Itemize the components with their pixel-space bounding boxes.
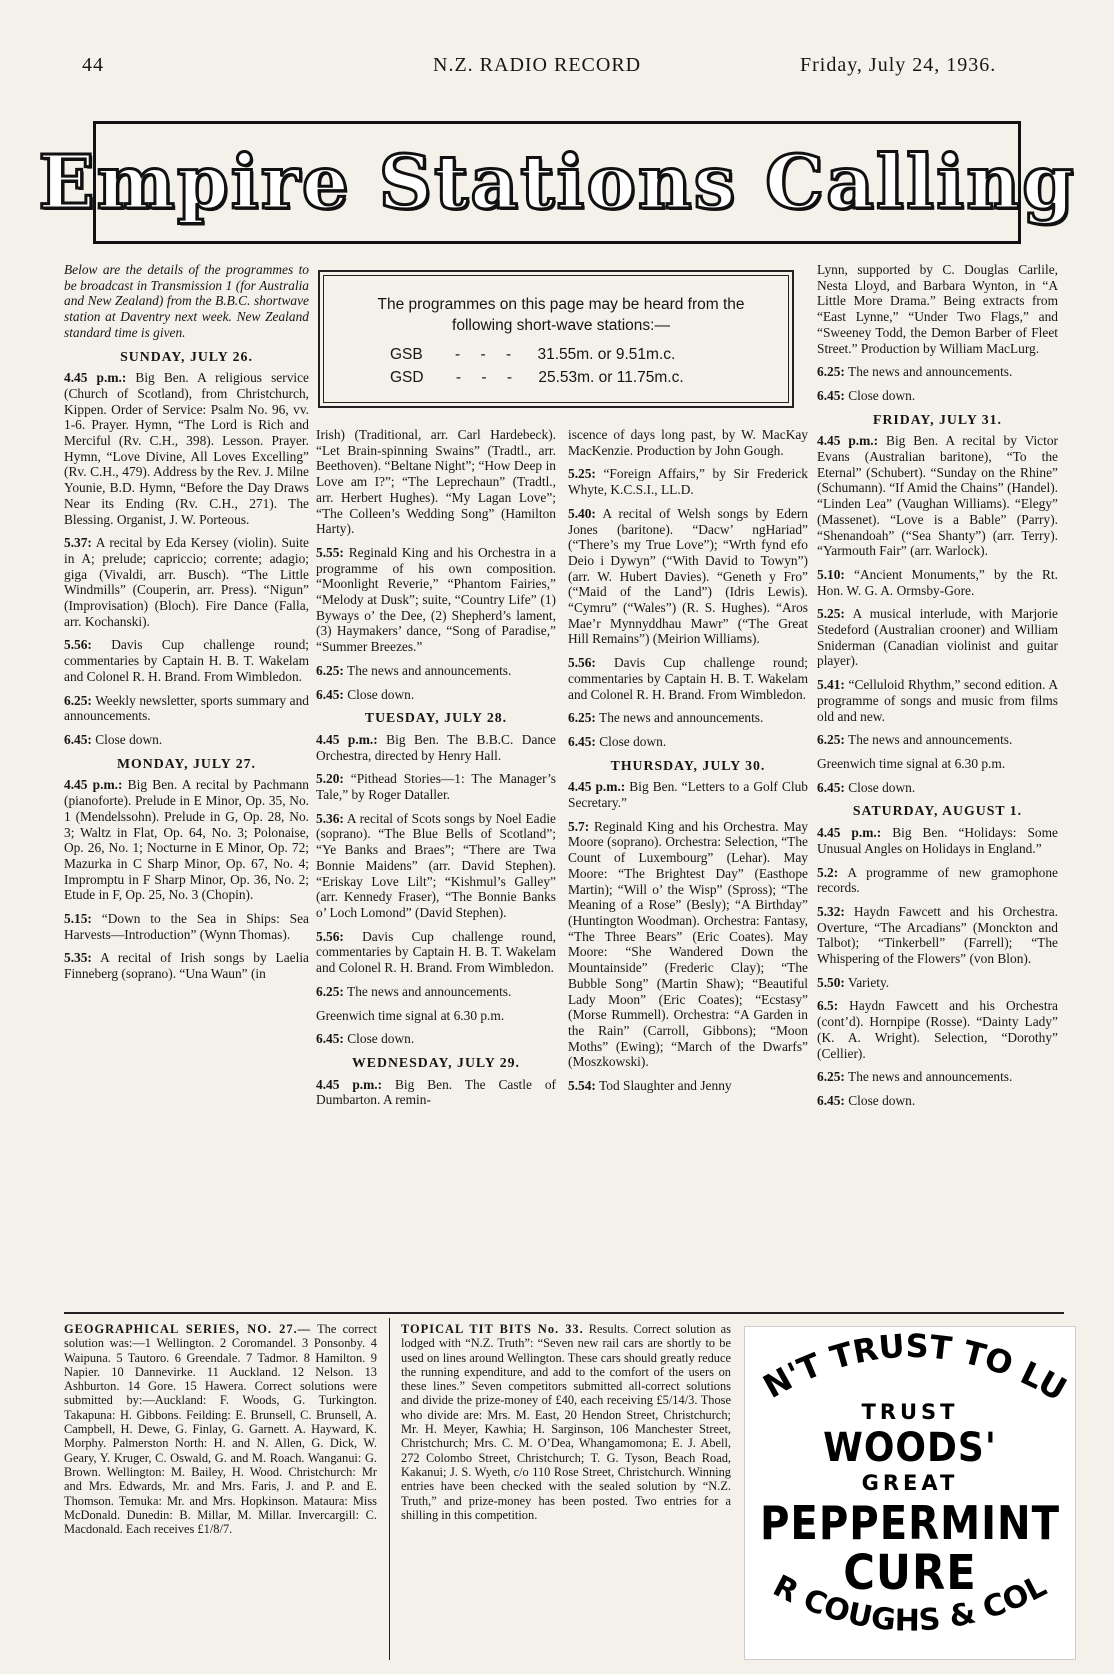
tit-text: Results. Correct solution as lodged with “N.Z. Truth”: “Seven new rail cars are shortly to be used on lines around Wellington. These cars should greatly reduce the running expenditure, and add to the comfort of the users on these lines.” Seven competitors submitted all-correct solutions and divide the prize-money of £40, each receiving £5/14/3. Those who divide are: Mrs. M. East, 20 Hendon Street, Christchurch; Mr. H. Meyer, Kawhia; H. Sarginson, 106 Manchester Street, Christchurch; Mrs. C. M. O’Dea, Whangamomona; E. J. Abell, 272 Colombo Street, Christchurch; T. G. Tyson, Beach Road, Kakanui; J. S. Wyeth, c/o 110 Rose Street, Christchurch. Winning entries have been checked with the sealed solution by “N.Z. Truth,” and prize-money has been posted. Two entries for a shilling in this competition. — [401, 1322, 731, 1522]
programme-text: Big Ben. A religious service (Church of Scotland), from Christchurch, Kippen. Order of Service: Psalm No. 96, vv. 1-6. Prayer. Hymn, “The Lord is Rich and Merciful (Rv. C.H., 398). Lesson. Prayer. Hymn, “Love Divine, All Loves Excelling” (Rv. C.H., 479). Address by the Rev. J. Milne Younie, B.D. Hymn, “Before the Day Draws Near its Ending (Rv. C.H., 271). The Blessing. Organist, J. W. Porteous. — [64, 370, 309, 527]
programme-item — [817, 388, 1058, 404]
day-heading-saturday: SATURDAY, AUGUST 1. — [852, 803, 1023, 819]
programme-time: 6.45: — [568, 733, 596, 749]
programme-time: 5.40: — [568, 505, 596, 521]
programme-text: A recital of Welsh songs by Edern Jones (baritone). “Dacw’ ngHariad” (“There’s my True Love”); “Wrth fynd efo Deio i Dywyn” (“With David to Towyn”) (arr. W. Hubert Davies). “Geneth y Fro” (“Maid of the Land”) (Idris Lewis). “Cymru” (“Wales”) (R. S. Hughes). “Aros Mae’r Mynnyddhau Mawr” (“The Great Hill Remains”) (Meirion Williams). — [568, 505, 808, 647]
programme-text: Close down. — [844, 779, 916, 795]
programme-item — [817, 825, 1058, 856]
programme-item — [568, 655, 808, 702]
programme-text: Davis Cup challenge round; commentaries by Captain H. B. T. Wakelam and Colonel R. H. Brand. From Wimbledon. — [568, 655, 808, 702]
column-1 — [64, 262, 309, 990]
programme-text: The news and announcements. — [844, 732, 1013, 748]
programme-time: 5.55: — [316, 544, 344, 560]
column-rule — [389, 1318, 390, 1660]
banner — [38, 121, 1076, 244]
programme-time: 4.45 p.m.: — [568, 779, 626, 795]
ad-line2: WOODS' — [823, 1425, 997, 1471]
programme-item — [817, 865, 1058, 896]
programme-text: Reginald King and his Orchestra in a programme of his own composition. “Moonlight Reverie,” “Phantom Fairies,” “Melody at Dusk”; suite, “Country Life” (1) Byways o’ the Dee, (2) Shepherd’s lament, (3) Haymakers’ dance, “Song of Paradise,” “Summer Breezes.” — [316, 544, 556, 655]
programme-item — [64, 732, 309, 748]
ad-line3: GREAT — [861, 1471, 959, 1495]
programme-time: 5.32: — [817, 903, 845, 919]
programme-text: A recital by Eda Kersey (violin). Suite in A; prelude; capriccio; corrente; adagio; giga (Vivaldi, arr. Busch). “The Little Windmills” (Couperin, arr. Press). “Nigun” (Improvisation) (Bloch). Fire Dance (Falla, arr. Kochanski). — [64, 535, 309, 629]
programme-text: Tod Slaughter and Jenny — [595, 1078, 732, 1094]
programme-text: iscence of days long past, by W. MacKay MacKenzie. Production by John Gough. — [568, 427, 808, 458]
programme-item — [316, 732, 556, 763]
column-3 — [568, 427, 808, 1102]
programme-item — [316, 1077, 556, 1108]
programme-item — [64, 950, 309, 981]
programme-text: Big Ben. “Holidays: Some Unusual Angles on Holidays in England.” — [817, 825, 1058, 856]
programme-text: Big Ben. A recital by Victor Evans (Australian baritone), “To the Eternal” (Schubert). “Sunday on the Rhine” (Schumann). “If Amid the Chains” (Handel). “Linden Lea” (Vaughan Williams). “Elegy” (Massenet). “Love is a Bable” (Parry). “Shenandoah” (“Sea Shanty”) (arr. Terry). “Yarmouth Fair” (arr. Warlock). — [817, 433, 1059, 559]
programme-item — [64, 777, 309, 903]
programme-time: 6.45: — [817, 779, 845, 795]
wednesday-listings-end — [817, 262, 1058, 404]
tuesday-listings — [316, 732, 556, 1047]
programme-item — [568, 427, 808, 458]
programme-time: 5.7: — [568, 818, 590, 834]
programme-time: 5.2: — [817, 864, 839, 880]
programme-text: Variety. — [844, 974, 890, 990]
programme-item — [568, 819, 808, 1070]
programme-item — [568, 466, 808, 497]
programme-text: Big Ben. The Castle of Dumbarton. A remin- — [316, 1076, 556, 1108]
programme-time: 5.15: — [64, 911, 92, 927]
programme-time: 5.20: — [316, 771, 344, 787]
programme-time: 6.45: — [64, 731, 92, 747]
programme-time: 6.25: — [568, 710, 596, 726]
programme-text: The news and announcements. — [343, 662, 512, 678]
programme-text: Close down. — [844, 387, 916, 403]
geo-text: The correct solution was:—1 Wellington. 2 Coromandel. 3 Ponsonby. 4 Waipuna. 5 Tautoro. 6 Greendale. 7 Tadmor. 8 Hamilton. 9 Napier. 10 Dannevirke. 11 Auckland. 12 Nelson. 13 Ashburton. 14 Gore. 15 Hawera. Correct solutions were submitted by:—Auckland: F. Woods, G. Turkington. Takapuna: H. Gibbons. Feilding: E. Brunsell, C. Brunsell, A. Campbell, H. Dewe, G. Finlay, G. Garnett. A. Hayward, K. Morphy. Palmerston North: H. and N. Allen, G. Dick, W. Geary, Y. Kruger, C. Oswald, G. and M. Roach. Wanganui: G. Brown. Wellington: M. Bailey, H. Wood. Christchurch: Mr and Mrs. Edwards, Mr. and Mrs. Faris, J. and P. and E. Thomson. Temuka: Mr. and Mrs. Hopkinson. Mataura: Miss McDonald. Dunedin: B. Millar, M. Millar. Invercargill: C. Macdonald. Each receives £1/8/7. — [64, 1322, 377, 1537]
programme-time: 4.45 p.m.: — [316, 1076, 383, 1092]
programme-text: Greenwich time signal at 6.30 p.m. — [316, 1007, 505, 1023]
programme-time: 4.45 p.m.: — [817, 825, 882, 841]
programme-item — [817, 1093, 1058, 1109]
programme-item — [568, 710, 808, 726]
programme-item — [316, 929, 556, 976]
ad-line1: TRUST — [861, 1400, 959, 1424]
programme-time: 6.25: — [64, 692, 92, 708]
programme-item — [64, 693, 309, 724]
programme-time: 4.45 p.m.: — [64, 370, 127, 386]
banner-title: Empire Stations Calling — [38, 139, 1076, 226]
programme-item — [817, 677, 1058, 724]
station-call: GSD — [390, 369, 424, 386]
programme-text: A recital of Scots songs by Noel Eadie (soprano). “The Blue Bells of Scotland”; “Ye Banks and Braes”; “There are Twa Bonnie Maidens” (arr. David Stephen). “Eriskay Love Lilt”; “Kishmul’s Galley” (arr. Kennedy Fraser), “The Bonnie Banks o’ Loch Lomond” (David Stephen). — [316, 810, 556, 920]
programme-time: 5.10: — [817, 566, 845, 582]
column-2 — [316, 427, 556, 1116]
publication-title: N.Z. RADIO RECORD — [433, 54, 642, 76]
programme-time: 5.50: — [817, 974, 845, 990]
programme-time: 6.45: — [316, 1031, 344, 1047]
programme-text: “Ancient Monuments,” by the Rt. Hon. W. G. A. Ormsby-Gore. — [817, 566, 1058, 598]
programme-item — [817, 998, 1058, 1061]
wednesday-listings — [316, 1077, 556, 1108]
day-heading-thursday: THURSDAY, JULY 30. — [610, 757, 766, 773]
ad-arc-bottom: R COUGHS & COL — [767, 1568, 1053, 1639]
programme-text: Davis Cup challenge round, commentaries by Captain H. B. T. Wakelam and Colonel R. H. Brand. From Wimbledon. — [316, 928, 556, 976]
programme-item — [316, 811, 556, 921]
programme-text: “Celluloid Rhythm,” second edition. A programme of songs and music from films old and new. — [817, 677, 1058, 724]
ad-graphic — [745, 1327, 1075, 1659]
station-call: GSB — [390, 346, 423, 363]
programme-item — [64, 370, 309, 527]
peppermint-cure-ad — [744, 1326, 1076, 1660]
stations-notice — [318, 270, 794, 408]
geo-title: GEOGRAPHICAL SERIES, NO. 27.— — [64, 1322, 312, 1336]
programme-item — [316, 663, 556, 679]
programme-time: 4.45 p.m.: — [64, 777, 123, 793]
programme-item — [817, 262, 1058, 356]
programme-text: Close down. — [343, 1031, 415, 1047]
programme-item — [568, 734, 808, 750]
programme-time: 6.25: — [316, 983, 344, 999]
programme-item — [64, 535, 309, 629]
programme-text: The news and announcements. — [343, 983, 512, 999]
programme-time: 6.25: — [817, 732, 845, 748]
programme-text: Irish) (Traditional, arr. Carl Hardebeck). “Let Brain-spinning Swains” (Tradtl., arr. Beethoven). “Beltane Night”; “How Deep in Love am I?”; “The Leprechaun” (Tradtl., arr. Herbert Hughes). “My Lagan Love”; “The Colleen’s Wedding Song” (Hamilton Harty). — [316, 427, 556, 537]
programme-text: Davis Cup challenge round; commentaries by Captain H. B. T. Wakelam and Colonel R. H. Brand. From Wimbledon. — [64, 637, 309, 684]
programme-item — [817, 364, 1058, 380]
column-4 — [817, 262, 1058, 1117]
programme-text: Close down. — [91, 731, 163, 747]
programme-time: 6.25: — [817, 364, 845, 380]
programme-time: 6.45: — [817, 387, 845, 403]
programme-time: 6.5: — [817, 998, 839, 1014]
tit-title: TOPICAL TIT BITS No. 33. — [401, 1322, 584, 1336]
programme-item — [817, 732, 1058, 748]
geographical-series — [64, 1322, 377, 1536]
programme-text: A recital of Irish songs by Laelia Finneberg (soprano). “Una Waun” (in — [64, 950, 309, 982]
programme-time: 6.25: — [316, 662, 344, 678]
day-heading-friday: FRIDAY, JULY 31. — [873, 411, 1002, 427]
ad-line4: PEPPERMINT — [760, 1496, 1060, 1550]
programme-text: Close down. — [343, 686, 415, 702]
friday-listings — [817, 433, 1058, 795]
programme-item — [316, 1031, 556, 1047]
station-wave: 25.53m. or 11.75m.c. — [538, 369, 684, 386]
programme-time: 5.41: — [817, 677, 845, 693]
programme-time: 5.35: — [64, 950, 92, 966]
station-gsd: GSD - - - 25.53m. or 11.75m.c. — [390, 369, 684, 386]
programme-text: Haydn Fawcett and his Orchestra. Overture, “The Arcadians” (Monckton and Talbot); “Tinkerbell” (Farrell); “The Whispering of the Flowers” (von Blon). — [817, 903, 1058, 967]
programme-text: A programme of new gramophone records. — [817, 864, 1058, 896]
programme-time: 5.56: — [568, 655, 596, 671]
programme-item — [817, 780, 1058, 796]
programme-item — [817, 567, 1058, 598]
programme-text: Big Ben. A recital by Pachmann (pianoforte). Prelude in E Minor, Op. 35, No. 1 (Mendelssohn). Prelude in G, Op. 28, No. 3; Waltz in Flat, Op. 64, No. 3; Polonaise, Op. 26, No. 1; Nocturne in E Minor, Op. 72; Mazurka in C Sharp Minor, Op. 67, No. 4; Impromptu in F Sharp Minor, Op. 36, No. 2; Etude in F, Op. 25, No. 3 (Chopin). — [64, 777, 309, 903]
programme-text: Weekly newsletter, sports summary and announcements. — [64, 692, 309, 724]
station-gsb: GSB - - - 31.55m. or 9.51m.c. — [390, 346, 676, 363]
wednesday-listings-cont — [568, 427, 808, 750]
programme-item — [316, 687, 556, 703]
programme-text: Close down. — [595, 733, 667, 749]
programme-time: 4.45 p.m.: — [316, 731, 378, 747]
saturday-listings — [817, 825, 1058, 1109]
programme-item — [568, 779, 808, 810]
day-heading-tuesday: TUESDAY, JULY 28. — [364, 710, 508, 726]
programme-text: The news and announcements. — [844, 1069, 1013, 1085]
programme-text: Reginald King and his Orchestra. May Moore (soprano). Orchestra: Selection, “The Count of Luxembourg” (Lehar). May Moore: “The Brightest Day” (Easthope Martin); “Will o’ the Wisp” (Spross); “The Meaning of a Rose” (Besly); “A Birthday” (Huntington Woodman). Orchestra: Fantasy, “The Three Bears” (Eric Coates). May Moore: “She Wandered Down the Mountainside” (Frederic Clay); “The Bubble Song” (Martin Shaw); “Beautiful Lady Moon” (Eric Coates); “Ecstasy” (Morse Rummell). Orchestra: “A Garden in the Rain” (Carroll, Gibbons); “Moon Moths” (Ewing); “March of the Dwarfs” (Moszkowski). — [568, 818, 808, 1070]
programme-text: “Pithead Stories—1: The Manager’s Tale,” by Roger Dataller. — [316, 771, 556, 803]
day-heading-sunday: SUNDAY, JULY 26. — [120, 348, 253, 364]
programme-text: The news and announcements. — [595, 710, 764, 726]
programme-item — [817, 433, 1058, 559]
monday-listings — [64, 777, 309, 981]
sunday-listings — [64, 370, 309, 747]
programme-item — [817, 606, 1058, 669]
programme-time: 6.45: — [817, 1092, 845, 1108]
programme-item — [817, 975, 1058, 991]
programme-text: “Down to the Sea in Ships: Sea Harvests—Introduction” (Wynn Thomas). — [64, 911, 309, 942]
programme-time: 6.25: — [817, 1069, 845, 1085]
programme-text: Close down. — [844, 1092, 916, 1108]
programme-text: Haydn Fawcett and his Orchestra (cont’d). Hornpipe (Rosse). “Dainty Lady” (K. A. Wright). Selection, “Dorothy” (Cellier). — [817, 998, 1058, 1061]
programme-text: Big Ben. “Letters to a Golf Club Secretary.” — [568, 779, 808, 811]
programme-time: 4.45 p.m.: — [817, 433, 879, 449]
programme-time: 5.37: — [64, 535, 92, 551]
programme-text: Big Ben. The B.B.C. Dance Orchestra, directed by Henry Hall. — [316, 731, 556, 763]
programme-text: A musical interlude, with Marjorie Stedeford (Australian crooner) and William Sniderman (Canadian violinist and guitar player). — [817, 606, 1058, 669]
programme-item — [316, 545, 556, 655]
thursday-listings — [568, 779, 808, 1093]
notice-text: The programmes on this page may be heard from the following short-wave stations:— — [377, 296, 745, 334]
page-number: 44 — [82, 54, 104, 76]
programme-item — [316, 1008, 556, 1024]
programme-item — [817, 1069, 1058, 1085]
programme-time: 5.25: — [817, 606, 845, 622]
station-wave: 31.55m. or 9.51m.c. — [537, 346, 676, 363]
programme-item — [316, 984, 556, 1000]
day-heading-monday: MONDAY, JULY 27. — [117, 755, 256, 771]
programme-text: The news and announcements. — [844, 364, 1013, 380]
programme-time: 5.56: — [316, 928, 344, 944]
topical-tit-bits — [401, 1322, 731, 1522]
ad-line5: CURE — [843, 1545, 977, 1601]
programme-time: 5.25: — [568, 466, 596, 482]
programme-text: Lynn, supported by C. Douglas Carlile, Nesta Lloyd, and Barbara Wynton, in “A Little More Drama.” Being extracts from “East Lynne,” “Under Two Flags,” and “Sweeney Todd, the Demon Barber of Fleet Street.” Production by William MacLurg. — [817, 262, 1058, 356]
programme-time: 5.36: — [316, 810, 344, 826]
monday-listings-cont — [316, 427, 556, 702]
programme-item — [817, 904, 1058, 967]
programme-item — [316, 771, 556, 802]
programme-time: 5.54: — [568, 1078, 596, 1094]
section-divider — [64, 1312, 1064, 1314]
programme-time: 5.56: — [64, 637, 92, 653]
programme-item — [568, 1078, 808, 1094]
programme-text: Greenwich time signal at 6.30 p.m. — [817, 755, 1006, 771]
programme-time: 6.45: — [316, 686, 344, 702]
intro-text: Below are the details of the programmes to be broadcast in Transmission 1 (for Australia and New Zealand) from the B.B.C. shortwave station at Daventry next week. New Zealand standard time is given. — [64, 262, 309, 340]
programme-item — [64, 637, 309, 684]
issue-date: Friday, July 24, 1936. — [800, 54, 997, 76]
programme-item — [316, 427, 556, 537]
day-heading-wednesday: WEDNESDAY, JULY 29. — [351, 1054, 520, 1070]
ad-arc-top: N'T TRUST TO LU — [756, 1327, 1073, 1409]
programme-text: “Foreign Affairs,” by Sir Frederick Whyte, K.C.S.I., LL.D. — [568, 466, 808, 498]
programme-item — [568, 506, 808, 647]
programme-item — [64, 911, 309, 942]
programme-item — [817, 756, 1058, 772]
